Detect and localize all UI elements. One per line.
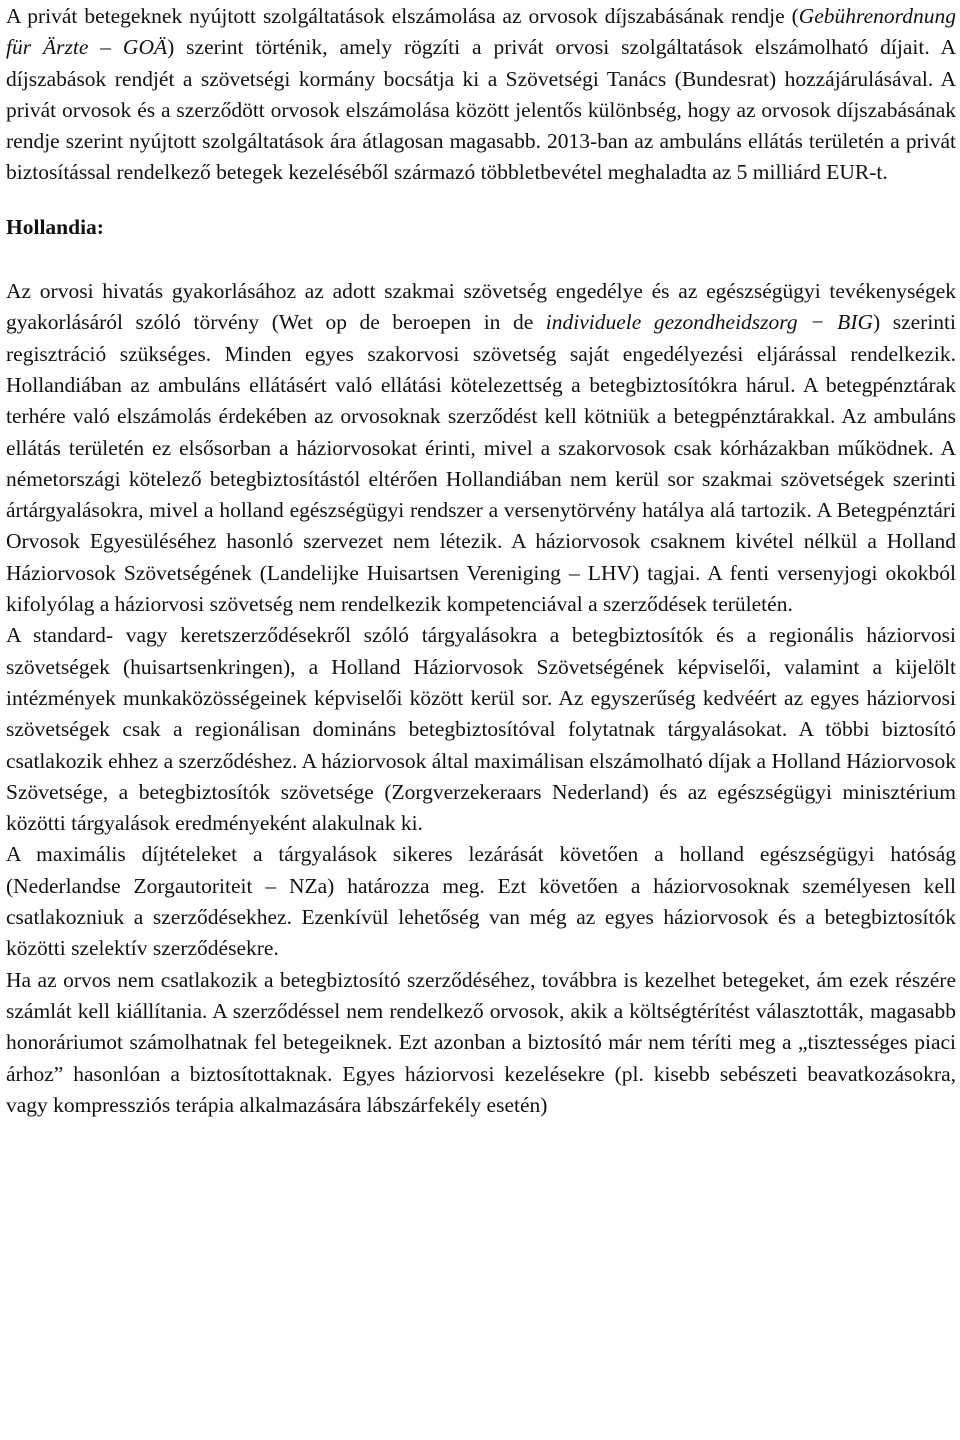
intro-text-part1: A privát betegeknek nyújtott szolgáltatások elszámolása az orvosok díjszabásának rendje ( xyxy=(6,4,799,28)
nl-p1-part1: Az orvosi hivatás gyakorlásához az adott szakmai szövetség engedélye és az egészségügyi tevékenységek gyakorlásáról szóló törvény (Wet op de beroepen in de xyxy=(6,279,956,335)
intro-text-part2: ) szerint történik, amely rögzíti a privát orvosi szolgáltatások elszámolható díjait. A díjszabások rendjét a szövetségi kormány bocsátja ki a Szövetségi Tanács (Bundesrat) hozzájárulásával. A privát orvosok és a szerződött orvosok elszámolása között jelentős különbség, hogy az orvosok díjszabásának rendje szerint nyújtott szolgáltatások ára átlagosan magasabb. 2013-ban az ambuláns ellátás területén a privát biztosítással rendelkező betegek kezeléséből származó többletbevétel meghaladta az 5 milliárd EUR-t. xyxy=(6,35,956,185)
netherlands-paragraph-2: A standard- vagy keretszerződésekről szóló tárgyalásokra a betegbiztosítók és a regionális háziorvosi szövetségek (huisartsenkringen), a Holland Háziorvosok Szövetségének képviselői, valamint a kijelölt intézmények munkaközösségeinek képviselői között kerül sor. Az egyszerűség kedvéért az egyes háziorvosi szövetségek csak a regionálisan domináns betegbiztosítóval folytatnak tárgyalásokat. A többi biztosító csatlakozik ehhez a szerződéshez. A háziorvosok által maximálisan elszámolható díjak a Holland Háziorvosok Szövetsége, a betegbiztosítók szövetsége (Zorgverzekeraars Nederland) és az egészségügyi minisztérium közötti tárgyalások eredményeként alakulnak ki. xyxy=(6,623,956,836)
intro-paragraph xyxy=(6,0,956,189)
nl-p1-italic: individuele gezondheidszorg − BIG xyxy=(545,310,874,335)
nl-p1-part2: ) szerinti regisztráció szükséges. Minden egyes szakorvosi szövetség saját engedélyezési eljárással rendelkezik. Hollandiában az ambuláns ellátásért való ellátási kötelezettség a betegbiztosítókra hárul. A betegpénztárak terhére való elszámolás érdekében az orvosoknak szerződést kell kötniük a betegpénztárakkal. Az ambuláns ellátás területén ez elsősorban a háziorvosokat érinti, mivel a szakorvosok csak kórházakban működnek. A németországi kötelező betegbiztosítástól eltérően Hollandiában nem kerül sor szakmai szövetségek szerinti ártárgyalásokra, mivel a holland egészségügyi rendszer a versenytörvény hatálya alá tartozik. A Betegpénztári Orvosok Egyesüléséhez hasonló szervezet nem létezik. A háziorvosok csaknem kivétel nélkül a Holland Háziorvosok Szövetségének (Landelijke Huisartsen Vereniging – LHV) tagjai. A fenti versenyjogi okokból kifolyólag a háziorvosi szövetség nem rendelkezik kompetenciával a szerződések területén. xyxy=(6,310,956,617)
intro-text-italic: Gebührenordnung für Ärzte – GOÄ xyxy=(6,4,956,60)
netherlands-paragraph-3: A maximális díjtételeket a tárgyalások sikeres lezárását követően a holland egészségügyi hatóság (Nederlandse Zorgautoriteit – NZa) határozza meg. Ezt követően a háziorvosoknak személyesen kell csatlakozniuk a szerződésekhez. Ezenkívül lehetőség van még az egyes háziorvosok és a betegbiztosítók közötti szelektív szerződésekre. xyxy=(6,842,956,961)
netherlands-paragraph-1 xyxy=(6,276,956,620)
netherlands-paragraph-4: Ha az orvos nem csatlakozik a betegbiztosító szerződéséhez, továbbra is kezelhet betegeket, ám ezek részére számlát kell kiállítania. A szerződéssel nem rendelkező orvosok, akik a költségtérítést választották, magasabb honoráriumot számolhatnak fel betegeiknek. Ezt azonban a biztosító már nem téríti meg a „tisztességes piaci árhoz” hasonlóan a biztosítottaknak. Egyes háziorvosi kezelésekre (pl. kisebb sebészeti beavatkozásokra, vagy kompressziós terápia alkalmazására lábszárfekély esetén) xyxy=(6,967,956,1117)
document-page xyxy=(6,0,956,1121)
section-heading: Hollandia: xyxy=(6,214,104,239)
